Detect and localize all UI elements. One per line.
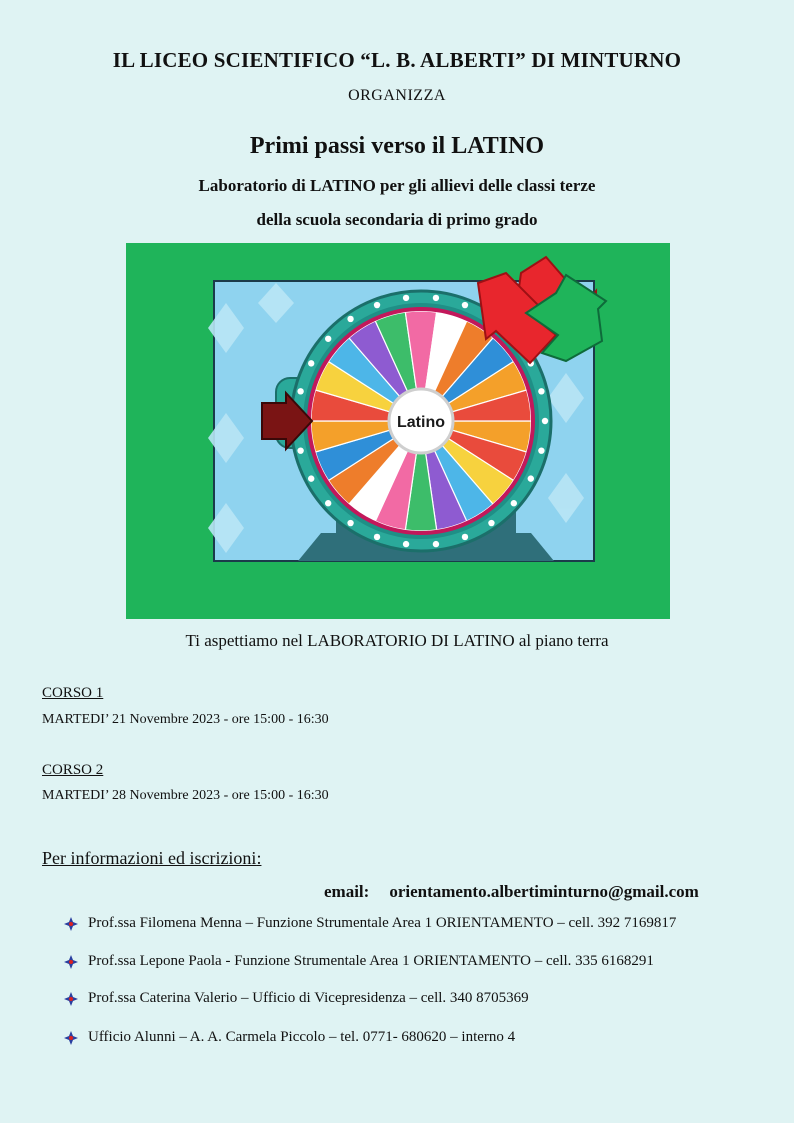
wheel-light — [403, 541, 409, 547]
wheel-light — [374, 302, 380, 308]
email-line — [324, 882, 699, 902]
wheel-light — [511, 500, 517, 506]
wheel-light — [374, 534, 380, 540]
contact-text: Prof.ssa Caterina Valerio – Ufficio di Vicepresidenza – cell. 340 8705369 — [88, 990, 529, 1006]
wheel-light — [542, 418, 548, 424]
info-heading-colon: : — [256, 848, 262, 868]
contact-text: Prof.ssa Filomena Menna – Funzione Strumentale Area 1 ORIENTAMENTO – cell. 392 7169817 — [88, 915, 677, 931]
contact-item — [64, 953, 654, 970]
organizza-label: ORGANIZZA — [348, 87, 446, 104]
wheel-light — [403, 295, 409, 301]
course-1-label: CORSO 1 — [42, 685, 104, 701]
contact-text: Ufficio Alunni – A. A. Carmela Piccolo – tel. 0771- 680620 – interno 4 — [88, 1029, 516, 1045]
arrow-bullet-icon — [64, 992, 78, 1006]
wheel-light — [308, 360, 314, 366]
course-2-schedule: MARTEDI’ 28 Novembre 2023 - ore 15:00 - 16:30 — [42, 788, 329, 803]
course-2-label: CORSO 2 — [42, 762, 104, 778]
email-label: email: — [324, 882, 370, 901]
info-heading — [42, 848, 261, 869]
wheel-light — [347, 520, 353, 526]
arrow-bullet-icon — [64, 1031, 78, 1045]
wheel-light — [462, 534, 468, 540]
wheel-light — [347, 316, 353, 322]
wheel-light — [462, 302, 468, 308]
wheel-label: Latino — [397, 414, 445, 431]
wheel-light — [538, 388, 544, 394]
contact-item — [64, 915, 676, 932]
arrow-bullet-icon — [64, 955, 78, 969]
wheel-light — [297, 447, 303, 453]
wheel-light — [325, 336, 331, 342]
wheel-light — [433, 541, 439, 547]
wheel-light — [297, 388, 303, 394]
wheel-light — [433, 295, 439, 301]
wheel-light — [488, 520, 494, 526]
contact-item — [64, 1029, 515, 1046]
wheel-light — [538, 447, 544, 453]
wheel-light — [325, 500, 331, 506]
contact-item — [64, 990, 529, 1007]
subtitle-line-2: della scuola secondaria di primo grado — [256, 210, 538, 229]
latin-wheel-poster-image — [126, 243, 670, 619]
page-title: IL LICEO SCIENTIFICO “L. B. ALBERTI” DI MINTURNO — [112, 48, 682, 72]
info-heading-text: Per informazioni ed iscrizioni — [42, 848, 257, 868]
wheel-light — [528, 475, 534, 481]
email-address[interactable]: orientamento.albertiminturno@gmail.com — [389, 882, 699, 901]
wheel-light — [308, 475, 314, 481]
course-1-schedule: MARTEDI’ 21 Novembre 2023 - ore 15:00 - 16:30 — [42, 712, 329, 727]
contact-text: Prof.ssa Lepone Paola - Funzione Strumentale Area 1 ORIENTAMENTO – cell. 335 6168291 — [88, 953, 654, 969]
arrow-bullet-icon — [64, 917, 78, 931]
subtitle-line-1: Laboratorio di LATINO per gli allievi delle classi terze — [198, 176, 596, 195]
main-title: Primi passi verso il LATINO — [249, 133, 545, 159]
invite-text: Ti aspettiamo nel LABORATORIO DI LATINO al piano terra — [185, 631, 609, 650]
